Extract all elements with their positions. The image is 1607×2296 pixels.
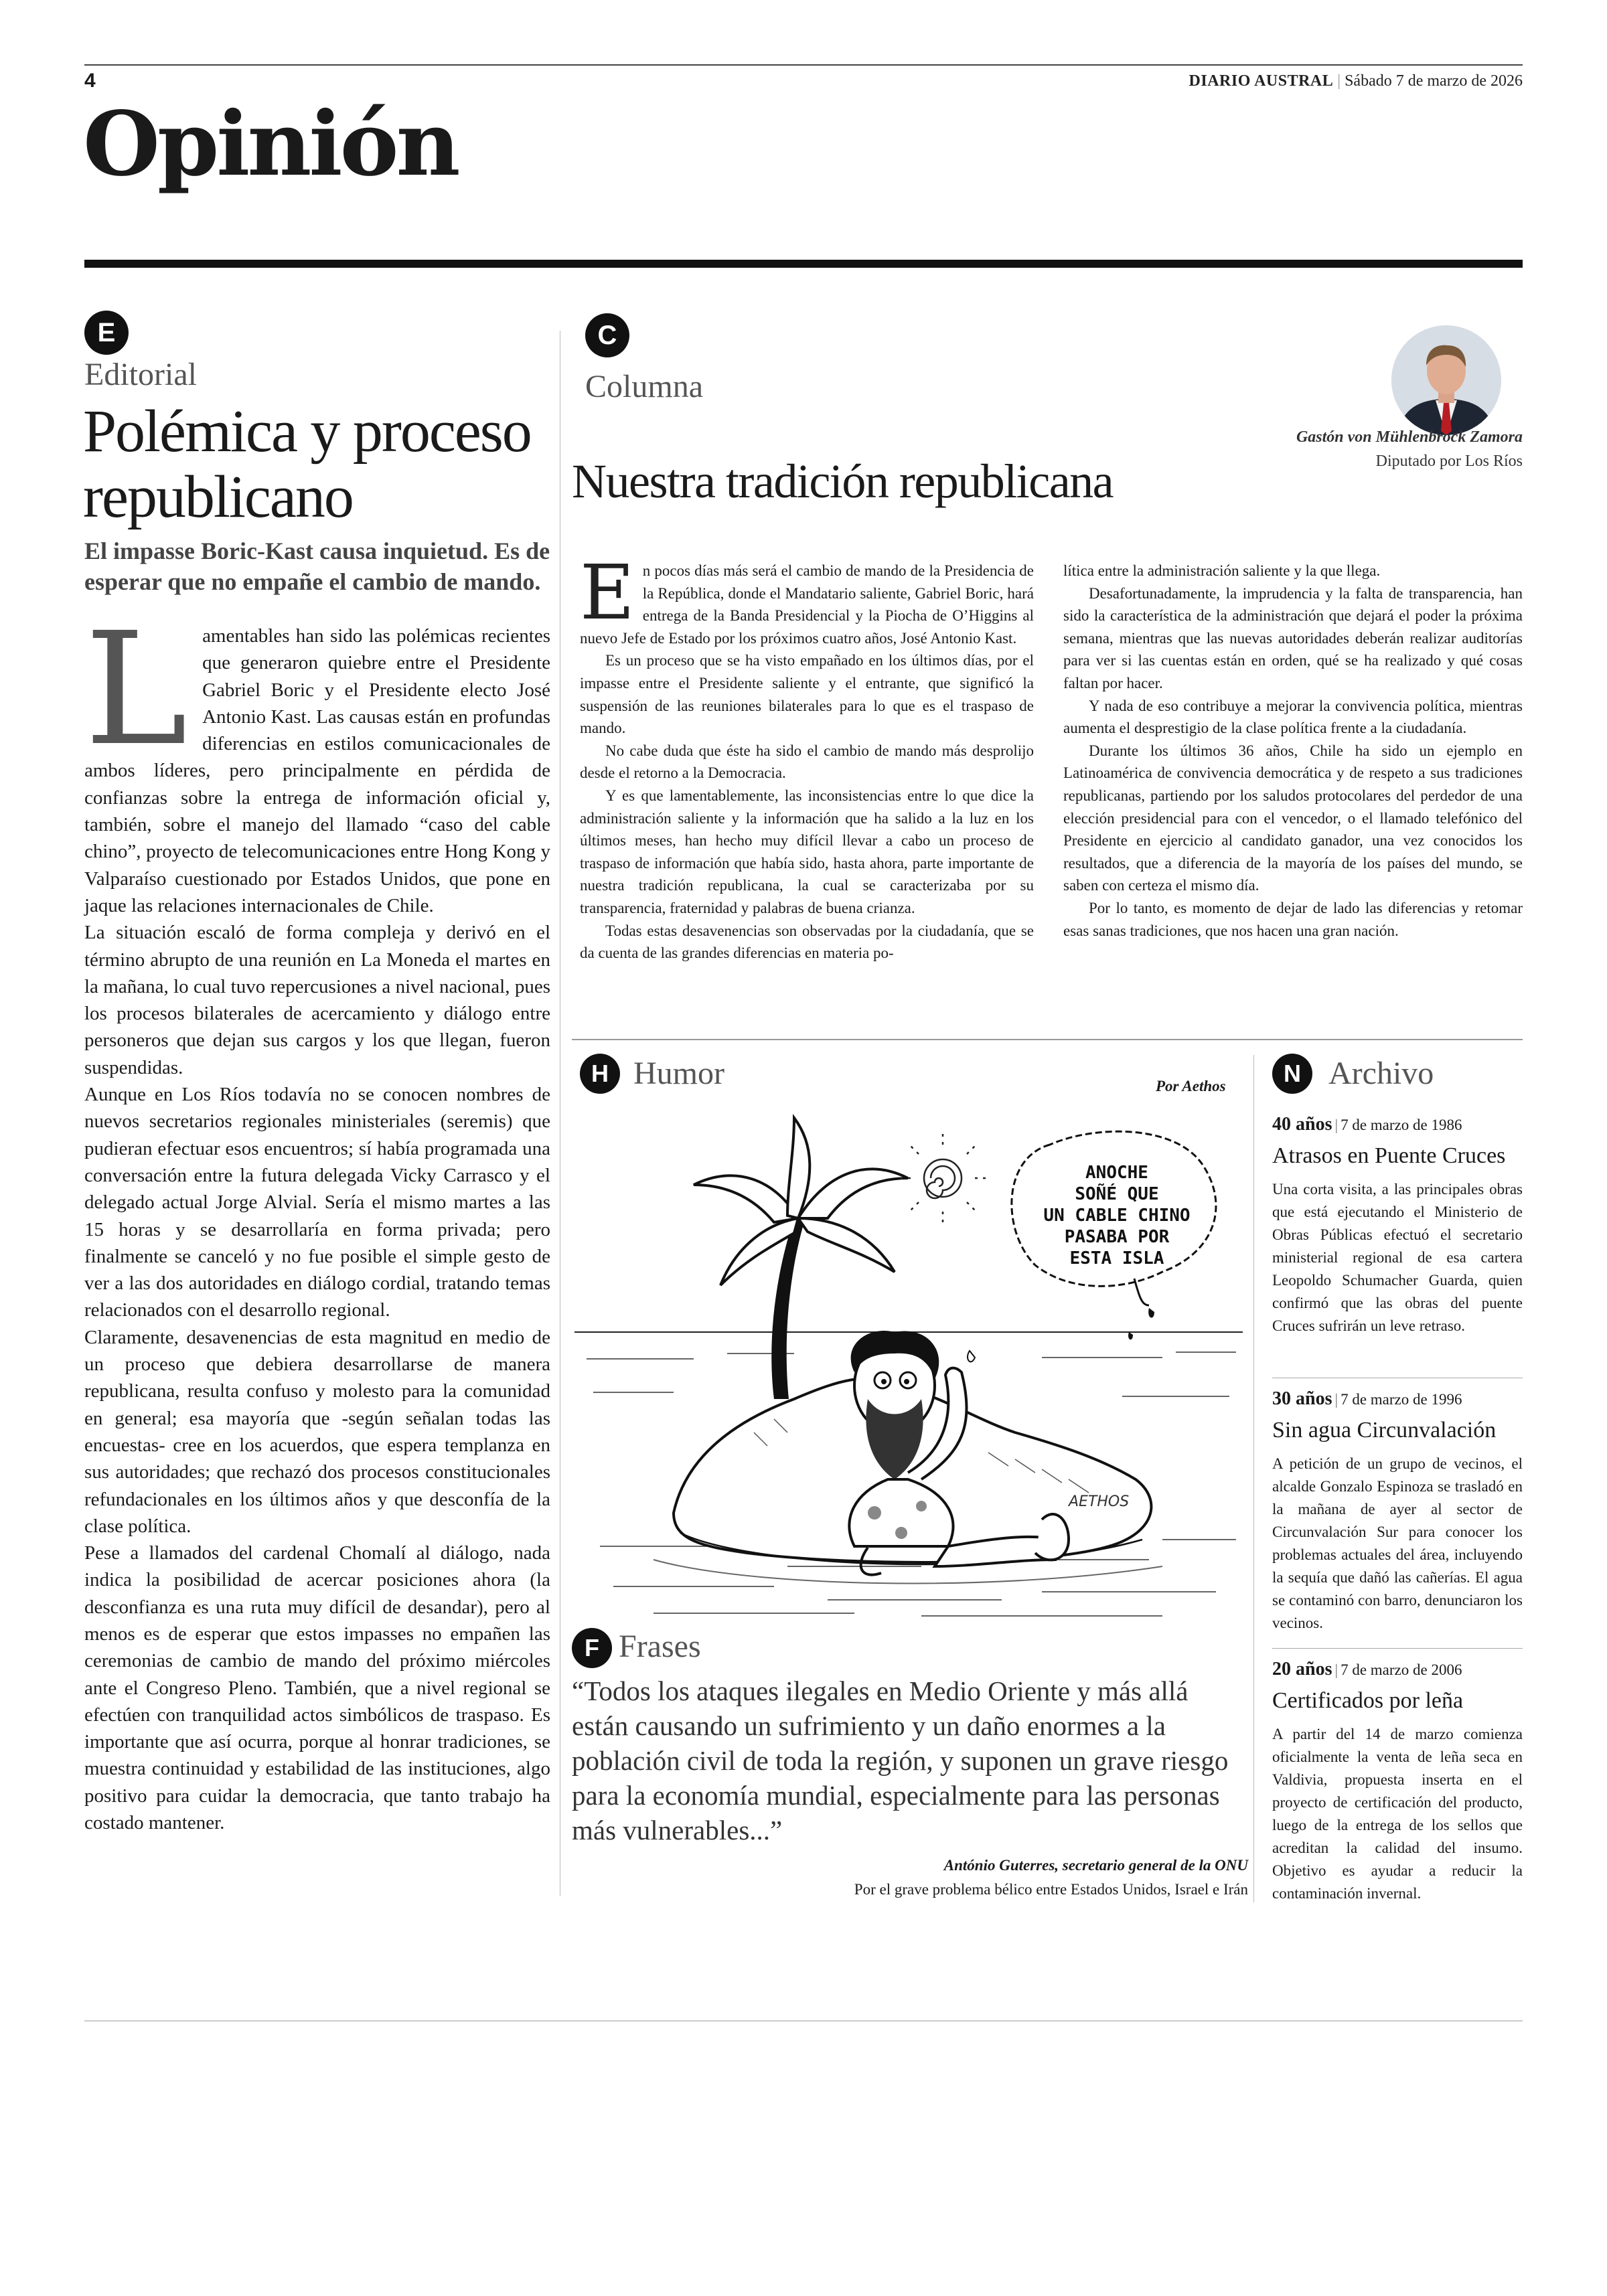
top-rule: [84, 64, 1523, 66]
column-paragraph: Y es que lamentablemente, las inconsistencias entre lo que dice la administración saliente y la información que ha salido a la luz en los últimos meses, han hecho muy difícil llevar a cabo un proceso de traspaso de información que había sido, hasta ahora, parte importante de nuestra tradición republicana, la cual se caracterizaba por su transparencia, fraternidad y palabras de buena crianza.: [580, 787, 1034, 916]
editorial-paragraph: Claramente, desavenencias de esta magnitud en medio de un proceso que debiera desarrollarse de manera republicana, resulta confuso y molesto para la comunidad en general; esa mayoría que -según señalan todas las encuestas- cree en los acuerdos, que espera templanza en sus autoridades; que rechazó dos procesos constitucionales refundacionales en los últimos años y que desconfía de la clase política.: [84, 1326, 550, 1537]
column-first-paragraph: [580, 550, 1034, 649]
editorial-kicker: Editorial: [84, 357, 197, 392]
column-paragraph: Es un proceso que se ha visto empañado en los últimos días, por el impasse entre el Presidente saliente y el entrante, que significó la suspensión de las reuniones bilaterales para lo que es el traspaso de mando.: [580, 652, 1034, 737]
frases-context: Por el grave problema bélico entre Estados Unidos, Israel e Irán: [854, 1881, 1248, 1898]
author-avatar: [1391, 325, 1501, 435]
section-title: Opinión: [83, 92, 458, 196]
editorial-first-paragraph: [84, 599, 550, 919]
editorial-drop-cap: L: [84, 599, 188, 780]
section-rule: [84, 260, 1523, 268]
archive-title: Certificados por leña: [1272, 1688, 1464, 1713]
editorial-headline: Polémica y proceso republicano: [83, 398, 531, 530]
archive-entry-meta: [1272, 1659, 1523, 1680]
archive-title: Sin agua Circunvalación: [1272, 1418, 1497, 1443]
column-paragraph: Y nada de eso contribuye a mejorar la convivencia política, mientras aumenta el desprestigio de la clase política frente a la ciudadanía.: [1063, 697, 1523, 737]
archive-divider: [1253, 1055, 1254, 1902]
column-text-right: [1063, 560, 1523, 942]
section-divider: [572, 1039, 1523, 1040]
editorial-first-paragraph-text: amentables han sido las polémicas recientes que generaron quiebre entre el Presidente Gabriel Boric y el Presidente electo José Antonio Kast. Las causas están en profundas diferencias en estilos comunicacionales de ambos líderes, pero principalmente en pérdida de confianzas sobre la entrega de información oficial y, también, sobre el manejo del llamado “caso del cable chino”, proyecto de telecomunicaciones entre Hong Kong y Valparaíso cuestionado por Estados Unidos, que pone en jaque las relaciones internacionales de Chile.: [84, 625, 550, 916]
column-paragraph: No cabe duda que éste ha sido el cambio de mando más desprolijo desde el retorno a la Democracia.: [580, 742, 1034, 782]
speech-line: SOÑÉ QUE: [1075, 1184, 1159, 1204]
archive-entry: [1272, 1388, 1523, 1635]
archive-years: 20 años: [1272, 1659, 1332, 1679]
column-kicker: Columna: [585, 369, 703, 404]
masthead-separator: |: [1337, 72, 1341, 90]
frases-quote: “Todos los ataques ilegales en Medio Oriente y más allá están causando un sufrimiento y un daño enormes a la población civil de toda la región, y suponen un grave riesgo para la economía mundial, especialmente para las personas más vulnerables...”: [572, 1675, 1229, 1846]
archive-date: 7 de marzo de 1986: [1341, 1117, 1462, 1133]
editorial-dek: El impasse Boric-Kast causa inquietud. Es de esperar que no empañe el cambio de mando.: [84, 538, 550, 595]
archive-entry: [1272, 1659, 1523, 1905]
frases-badge: F: [572, 1628, 612, 1668]
humor-cartoon: [573, 1104, 1245, 1620]
archive-pipe: |: [1334, 1117, 1338, 1133]
column-paragraph: Por lo tanto, es momento de dejar de lado las diferencias y retomar esas sanas tradiciones, que nos hacen una gran nación.: [1063, 899, 1523, 939]
author-role: Diputado por Los Ríos: [1375, 453, 1523, 470]
author-portrait-icon: [1391, 325, 1501, 435]
editorial-paragraph: La situación escaló de forma compleja y derivó en el término abrupto de una reunión en La Moneda el martes en la mañana, lo cual tuvo repercusiones a nivel nacional, pues los procesos bilaterales de acercamiento y diálogo entre personeros que dejan sus cargos y los que llegan, fueron suspendidas.: [84, 922, 550, 1078]
archive-entry-meta: [1272, 1114, 1523, 1135]
column-headline: Nuestra tradición republicana: [572, 455, 1114, 508]
humor-kicker: Humor: [633, 1056, 724, 1091]
editorial-paragraph: Aunque en Los Ríos todavía no se conocen nombres de nuevos secretarios regionales ministeriales (seremis) que pudieran efectuar esos encuentros; sí había programada una conversación entre la futura delegada Vicky Carrasco y el delegado actual Jorge Alvial. Sería el mismo martes a las 15 horas y se desarrollaría en forma privada; pero finalmente se canceló y no fue posible el simple gesto de ver a las dos autoridades en diálogo cordial, tratando temas relacionados con el desarrollo regional.: [84, 1084, 550, 1321]
masthead: [1189, 72, 1523, 90]
archive-pipe: |: [1334, 1661, 1338, 1678]
column-badge: C: [585, 313, 629, 357]
issue-date: Sábado 7 de marzo de 2026: [1345, 72, 1523, 90]
archive-date: 7 de marzo de 1996: [1341, 1391, 1462, 1408]
archive-title: Atrasos en Puente Cruces: [1272, 1143, 1506, 1168]
speech-line: UN CABLE CHINO: [1043, 1206, 1191, 1226]
page-number: 4: [84, 70, 96, 92]
humor-badge: H: [580, 1054, 620, 1094]
frases-author: António Guterres, secretario general de la ONU: [943, 1857, 1248, 1874]
archive-entry: [1272, 1114, 1523, 1337]
archivo-kicker: Archivo: [1328, 1056, 1434, 1091]
archive-body: A petición de un grupo de vecinos, el alcalde Gonzalo Espinoza se trasladó en la mañana de ayer al sector de Circunvalación Sur para conocer los problemas actuales del área, incluyendo la sequía que dañó las cañerías. El agua se contaminó con barro, denunciaron los vecinos.: [1272, 1455, 1523, 1631]
archive-years: 30 años: [1272, 1388, 1332, 1409]
archive-years: 40 años: [1272, 1114, 1332, 1135]
editorial-body: [84, 599, 550, 1836]
archivo-badge: N: [1272, 1054, 1312, 1094]
column-text-left: [580, 550, 1034, 965]
editorial-paragraph: Pese a llamados del cardenal Chomalí al diálogo, nada indica la posibilidad de acercar posiciones ahora (la desconfianza es una ruta muy difícil de desandar), pero al menos es de esperar que estos impasses no empañen las ceremonias de cambio de mando del próximo miércoles ante el Congreso Pleno. También, que a nivel regional se efectúen con tranquilidad actos simbólicos de traspaso. Es importante que así ocurra, porque al honrar tradiciones, se muestra continuidad y estabilidad de las instituciones, algo positivo para cuidar la democracia, que tanto trabajo ha costado mantener.: [84, 1542, 550, 1834]
archive-date: 7 de marzo de 2006: [1341, 1661, 1462, 1678]
paper-name: DIARIO AUSTRAL: [1189, 72, 1334, 90]
bottom-rule: [84, 2020, 1523, 2022]
speech-line: ESTA ISLA: [1069, 1248, 1164, 1268]
column-drop-cap: E: [580, 550, 635, 637]
editorial-badge: E: [84, 311, 129, 355]
column-paragraph: Todas estas desavenencias son observadas por la ciudadanía, que se da cuenta de las grandes diferencias en materia po-: [580, 922, 1034, 962]
column-continuation: lítica entre la administración saliente y la que llega.: [1063, 562, 1381, 579]
speech-line: PASABA POR: [1064, 1227, 1170, 1247]
author-name: Gastón von Mühlenbrock Zamora: [1296, 428, 1523, 446]
frases-kicker: Frases: [619, 1629, 701, 1664]
speech-line: ANOCHE: [1085, 1163, 1148, 1183]
archive-body: A partir del 14 de marzo comienza oficialmente la venta de leña seca en Valdivia, propuesta inserta en el proyecto de certificación del producto, luego de la entrega de los sellos que acreditan la calidad del insumo. Objetivo es ayudar a reducir la contaminación invernal.: [1272, 1726, 1523, 1902]
archive-entry-meta: [1272, 1388, 1523, 1410]
column-first-paragraph-text: n pocos días más será el cambio de mando de la Presidencia de la República, donde el Mandatario saliente, Gabriel Boric, hará entrega de la Banda Presidencial y la Piocha de O’Higgins al nuevo Jefe de Estado por los próximos cuatro años, José Antonio Kast.: [580, 562, 1034, 647]
cartoon-signature: AETHOS: [1069, 1493, 1130, 1510]
humor-credit: Por Aethos: [1156, 1078, 1226, 1094]
archive-body: Una corta visita, a las principales obras que está ejecutando el Ministerio de Obras Públicas efectuó el secretario ministerial regional de esa cartera Leopoldo Schumacher Guarda, quien confirmó que las obras del puente Cruces sufrirán un leve retraso.: [1272, 1181, 1523, 1334]
archive-separator: [1272, 1648, 1523, 1649]
column-paragraph: Durante los últimos 36 años, Chile ha sido un ejemplo en Latinoamérica de convivencia democrática y de respeto a sus tradiciones republicanas, partiendo por los saludos protocolares del perdedor de una elección presidencial para con el vencedor, o el llamado telefónico del Presidente en ejercicio al candidato ganador, una vez conocidos los resultados, que a diferencia de la mayoría de los países del mundo, se saben con certeza el mismo día.: [1063, 742, 1523, 894]
column-paragraph: Desafortunadamente, la imprudencia y la falta de transparencia, han sido la característica de la administración que dejará el poder la próxima semana, mientras que las nuevas autoridades deberán realizar auditorías para ver si las cuentas están en orden, qué se ha realizado y qué cosas faltan por hacer.: [1063, 584, 1523, 691]
archive-pipe: |: [1334, 1391, 1338, 1408]
